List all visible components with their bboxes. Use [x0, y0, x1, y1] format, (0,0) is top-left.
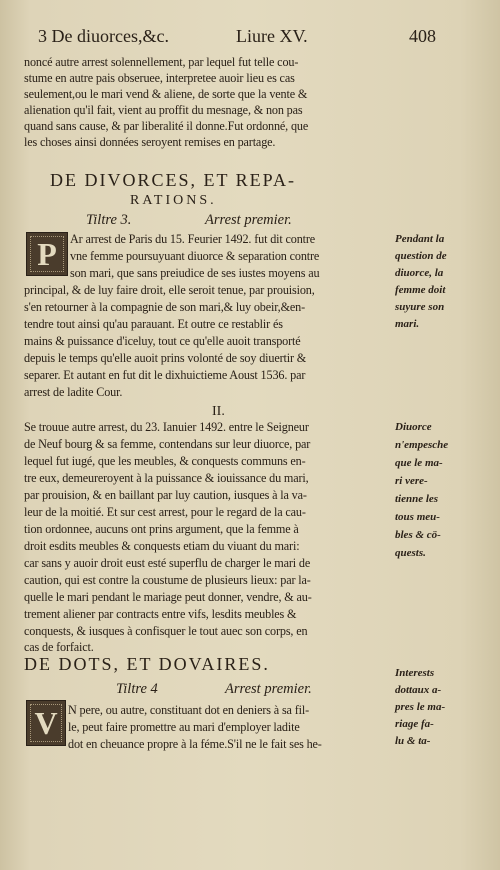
- text-line: son mari, que sans preiudice de ses iustes moyens au: [70, 266, 320, 280]
- section-title: DE DIVORCES, ET REPA-: [50, 170, 297, 190]
- drop-cap: [26, 700, 66, 746]
- text-line: principal, & de luy faire droit, elle seroit tenue, par prouision,: [24, 283, 315, 297]
- section-title: DE DOTS, ET DOVAIRES.: [24, 654, 270, 674]
- text-line: separer. Et autant en fut dit le dixhuictieme Aoust 1536. par: [24, 368, 306, 382]
- text-line: alienation qu'il fait, vient au proffit du mesnage, & non pas: [24, 103, 303, 117]
- tiltre-label: Tiltre 3.: [86, 212, 132, 228]
- margin-note: dottaux a-: [395, 684, 442, 696]
- margin-note: pres le ma-: [395, 701, 446, 713]
- drop-cap: [26, 232, 68, 276]
- text-line: caution, qui est contre la coustume de plusieurs lieux: par la-: [24, 573, 311, 587]
- margin-note: bles & cö-: [395, 529, 441, 541]
- running-header: [38, 26, 458, 48]
- margin-note: Diuorce: [395, 421, 432, 433]
- text-line: conquests, & iusques à confisquer le tout auec son corps, en: [24, 624, 308, 638]
- drop-cap-letter: V: [34, 704, 58, 741]
- text-line: depuis le temps qu'elle auoit prins volonté de soy diuertir &: [24, 351, 307, 365]
- text-line: lequel fut iugé, que les meubles, & conquests communs en-: [24, 454, 306, 468]
- margin-note: ri vere-: [395, 475, 428, 487]
- text-line: tre eux, demeureroyent à la puissance & iouissance du mari,: [24, 471, 309, 485]
- margin-note: riage fa-: [395, 718, 434, 730]
- tiltre-label: Tiltre 4: [116, 681, 158, 697]
- text-line: par prouision, & en baillant par luy caution, iusques à la va-: [24, 488, 307, 502]
- margin-note: mari.: [395, 318, 420, 330]
- text-line: stume en autre pais obseruee, interpretee auoir lieu es cas: [24, 71, 295, 85]
- margin-note: suyure son: [395, 301, 445, 313]
- text-line: leur de la moitié. Et sur cest arrest, pour le regard de la cau-: [24, 505, 306, 519]
- text-line: quelle le mari pendant le mariage peut donner, vendre, & au-: [24, 590, 312, 604]
- section-numeral: II.: [212, 404, 225, 419]
- margin-note: question de: [395, 250, 447, 262]
- section-title-continued: RATIONS.: [130, 193, 217, 208]
- drop-cap-letter: P: [37, 235, 57, 272]
- text-line: droit esdits meubles & conquests etiam du viuant du mari:: [24, 539, 300, 553]
- text-line: cas de forfaict.: [24, 640, 94, 654]
- header-left: 3 De diuorces,&c.: [38, 26, 169, 46]
- margin-note: femme doit: [395, 284, 446, 296]
- margin-note: que le ma-: [395, 457, 443, 469]
- arrest-label: Arrest premier.: [225, 681, 312, 697]
- margin-note: Pendant la: [395, 233, 445, 245]
- header-center: Liure XV.: [236, 26, 308, 46]
- text-line: s'en retourner à la compagnie de son mari,& luy obeir,&en-: [24, 300, 306, 314]
- text-line: de Neuf bourg & sa femme, contendans sur leur diuorce, par: [24, 437, 311, 451]
- text-line: mains & puissance d'iceluy, tout ce qu'elle auoit transporté: [24, 334, 301, 348]
- text-line: trement aliener par contracts entre vifs, lesdits meubles &: [24, 607, 297, 621]
- text-line: N pere, ou autre, constituant dot en deniers à sa fil-: [68, 703, 309, 717]
- text-line: tion ordonnee, aucuns ont prins argument, que la femme à: [24, 522, 299, 536]
- text-line: tendre tout ainsi qu'au parauant. Et outre ce restablir és: [24, 317, 283, 331]
- margin-note: Interests: [395, 667, 435, 679]
- margin-note: n'empesche: [395, 439, 449, 451]
- margin-note: diuorce, la: [395, 267, 444, 279]
- page-number: 408: [409, 26, 436, 46]
- margin-note: tienne les: [395, 493, 439, 505]
- text-line: car sans y auoir droit eust esté superflu de charger le mari de: [24, 556, 311, 570]
- text-line: le, peut faire promettre au mari d'employer ladite: [68, 720, 300, 734]
- text-line: arrest de ladite Cour.: [24, 385, 123, 399]
- arrest-label: Arrest premier.: [205, 212, 292, 228]
- text-line: noncé autre arrest solennellement, par lequel fut telle cou-: [24, 55, 299, 69]
- drop-cap-ornament: [30, 236, 64, 272]
- drop-cap-ornament: [30, 704, 62, 742]
- text-line: Ar arrest de Paris du 15. Feurier 1492. fut dit contre: [70, 232, 316, 246]
- text-line: dot en cheuance propre à la féme.S'il ne le fait ses he-: [68, 737, 322, 751]
- margin-note: tous meu-: [395, 511, 440, 523]
- text-line: seulement,ou le mari vend & aliene, de sorte que la vente &: [24, 87, 308, 101]
- text-line: les choses ainsi données seroyent remises en partage.: [24, 135, 276, 149]
- text-line: vne femme poursuyuant diuorce & separation contre: [70, 249, 320, 263]
- margin-note: lu & ta-: [395, 735, 431, 747]
- text-line: quand sans cause, & par liberalité il donne.Fut ordonné, que: [24, 119, 309, 133]
- text-line: Se trouue autre arrest, du 23. Ianuier 1492. entre le Seigneur: [24, 420, 309, 434]
- margin-note: quests.: [395, 547, 426, 559]
